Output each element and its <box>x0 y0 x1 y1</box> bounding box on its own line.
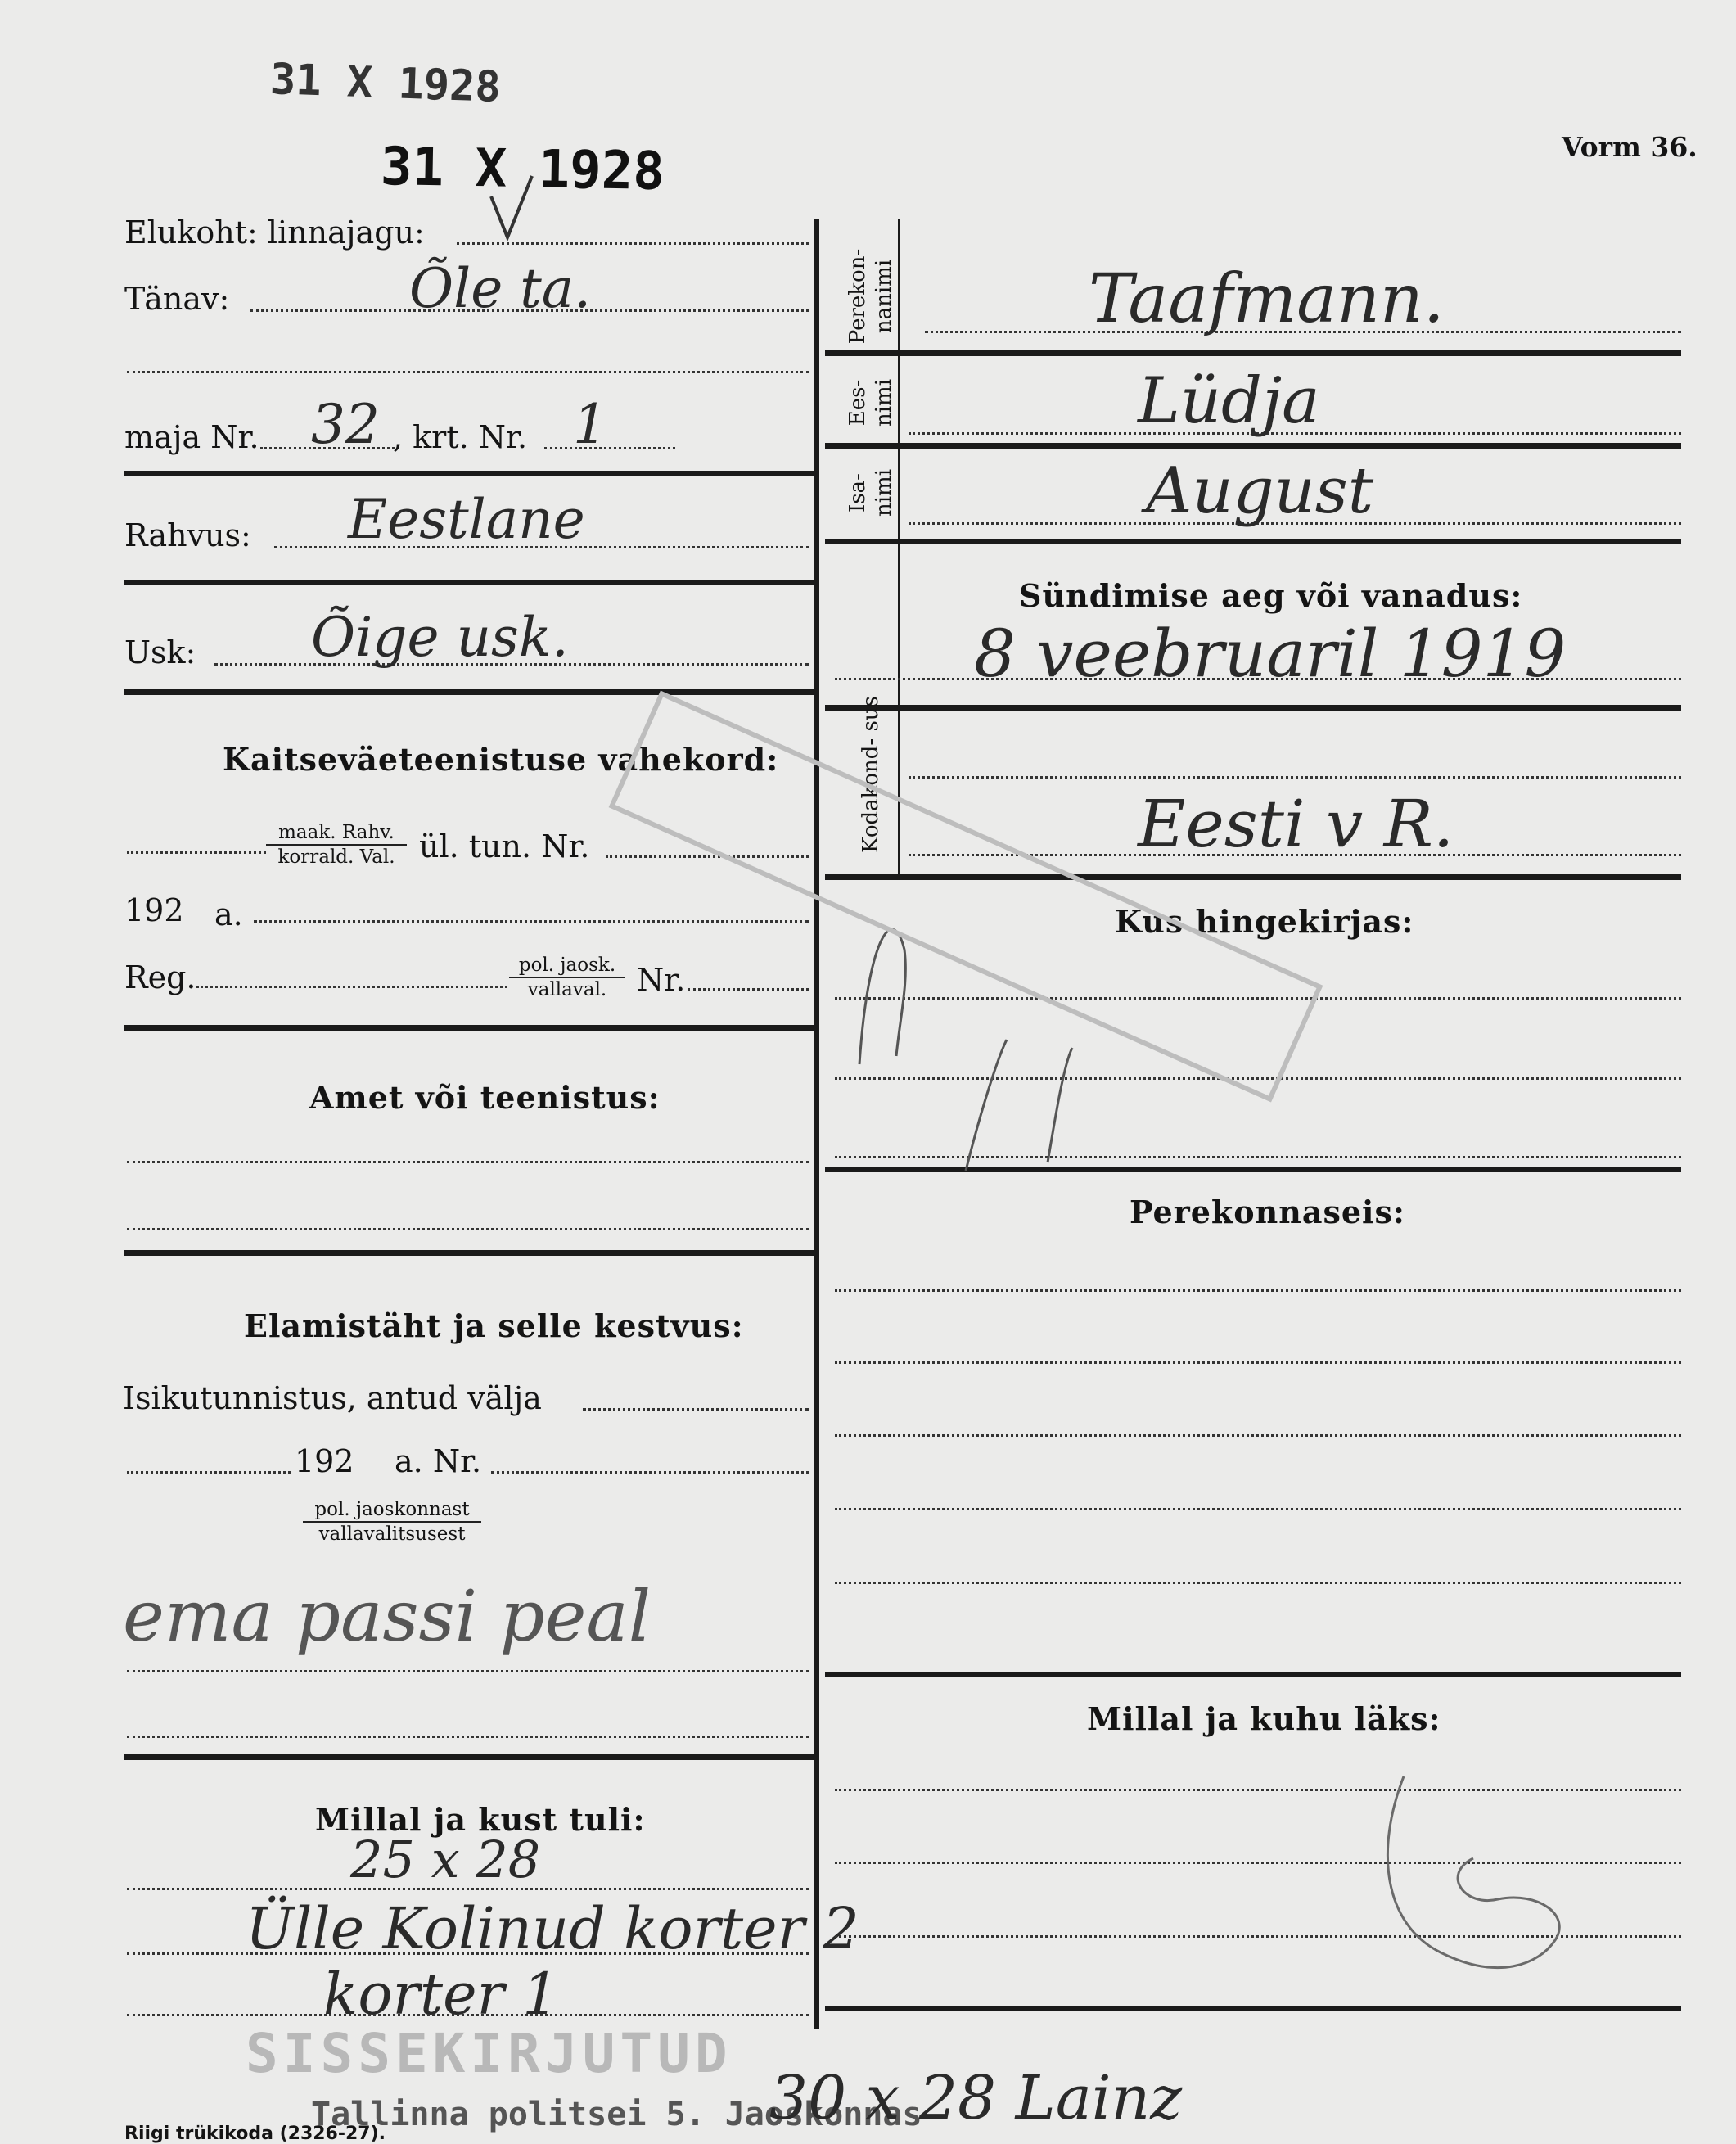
date-stamp-top: 31 X 1928 <box>269 55 502 112</box>
pol-jaoskonnast-label: pol. jaoskonnast <box>303 1498 481 1523</box>
kodakondsus-value: Eesti v R. <box>1138 786 1454 862</box>
year2-prefix: 192 <box>295 1443 354 1479</box>
arrived-line1: Ülle Kolinud korter 2 <box>246 1895 859 1962</box>
arrived-date: 25 x 28 <box>350 1830 541 1889</box>
nr-label: Nr. <box>637 962 686 998</box>
maak-rahv-label: maak. Rahv. <box>266 821 407 846</box>
bottom-note: 30 x 28 Lainz <box>769 2063 1183 2133</box>
amet-heading: Amet või teenistus: <box>309 1079 661 1116</box>
pencil-scribble <box>859 929 905 1064</box>
isikutunnistus-label: Isikutunnistus, antud välja <box>123 1380 542 1416</box>
isanimi-label: Isa- nimi <box>845 468 896 517</box>
sundimise-heading: Sündimise aeg või vanadus: <box>1019 577 1523 614</box>
perekonnanimi-value: Taafmann. <box>1089 260 1445 338</box>
ul-tun-label: ül. tun. Nr. <box>419 828 590 864</box>
sundimise-value: 8 veebruaril 1919 <box>974 616 1567 692</box>
usk-label: Usk: <box>124 634 196 670</box>
millal-kust-heading: Millal ja kust tuli: <box>315 1801 646 1838</box>
tanav-value: Õle ta. <box>409 257 592 320</box>
maja-value: 32 <box>311 393 380 456</box>
bottom-stamp-line1: SISSEKIRJUTUD <box>246 2022 733 2085</box>
arrived-line2: korter 1 <box>323 1961 559 2028</box>
form-number: Vorm 36. <box>1562 131 1698 163</box>
bottom-stamp-line2: Tallinna politsei 5. Jaoskonnas <box>311 2096 922 2133</box>
elukoht-label: Elukoht: linnajagu: <box>124 214 425 251</box>
check-mark-icon <box>491 176 532 237</box>
kaitse-heading: Kaitseväeteenistuse vahekord: <box>223 741 779 778</box>
hingekiri-heading: Kus hingekirjas: <box>1115 903 1414 940</box>
reg-label: Reg. <box>124 959 196 995</box>
vallavalitsusest-label: vallavalitsusest <box>318 1523 466 1545</box>
maja-label: maja Nr. <box>124 419 259 455</box>
korrald-val-label: korrald. Val. <box>277 846 395 868</box>
year2-suffix: a. Nr. <box>395 1443 482 1479</box>
elamis-heading: Elamistäht ja selle kestvus: <box>244 1307 744 1344</box>
pencil-scribble <box>966 1040 1072 1171</box>
perekonnanimi-label: Perekon- nanimi <box>845 248 896 345</box>
year-suffix: a. <box>214 896 243 932</box>
krt-value: 1 <box>573 393 607 456</box>
rahvus-label: Rahvus: <box>124 517 251 553</box>
tanav-label: Tänav: <box>124 281 230 317</box>
millal-kuhu-heading: Millal ja kuhu läks: <box>1087 1700 1441 1737</box>
year-prefix: 192 <box>124 892 184 928</box>
krt-label: , krt. Nr. <box>393 419 528 455</box>
perekonnaseis-heading: Perekonnaseis: <box>1130 1194 1405 1230</box>
usk-value: Õige usk. <box>311 606 569 669</box>
vallaval-label: vallaval. <box>527 979 607 1000</box>
pencil-scribble <box>1387 1776 1559 1968</box>
eesnimi-label: Ees- nimi <box>845 378 896 427</box>
printer-info: Riigi trükikoda (2326-27). <box>124 2124 386 2144</box>
isanimi-value: August <box>1146 454 1374 528</box>
faded-stamp-box <box>612 694 1320 1099</box>
eesnimi-value: Lüdja <box>1138 364 1320 438</box>
pol-jaosk-label: pol. jaosk. <box>509 954 625 978</box>
kodakondsus-label: Kodakond- sus <box>859 696 883 853</box>
date-stamp-bold: 31 X 1928 <box>380 136 665 203</box>
rahvus-value: Eestlane <box>348 488 585 551</box>
ema-value: ema passi peal <box>123 1576 652 1658</box>
